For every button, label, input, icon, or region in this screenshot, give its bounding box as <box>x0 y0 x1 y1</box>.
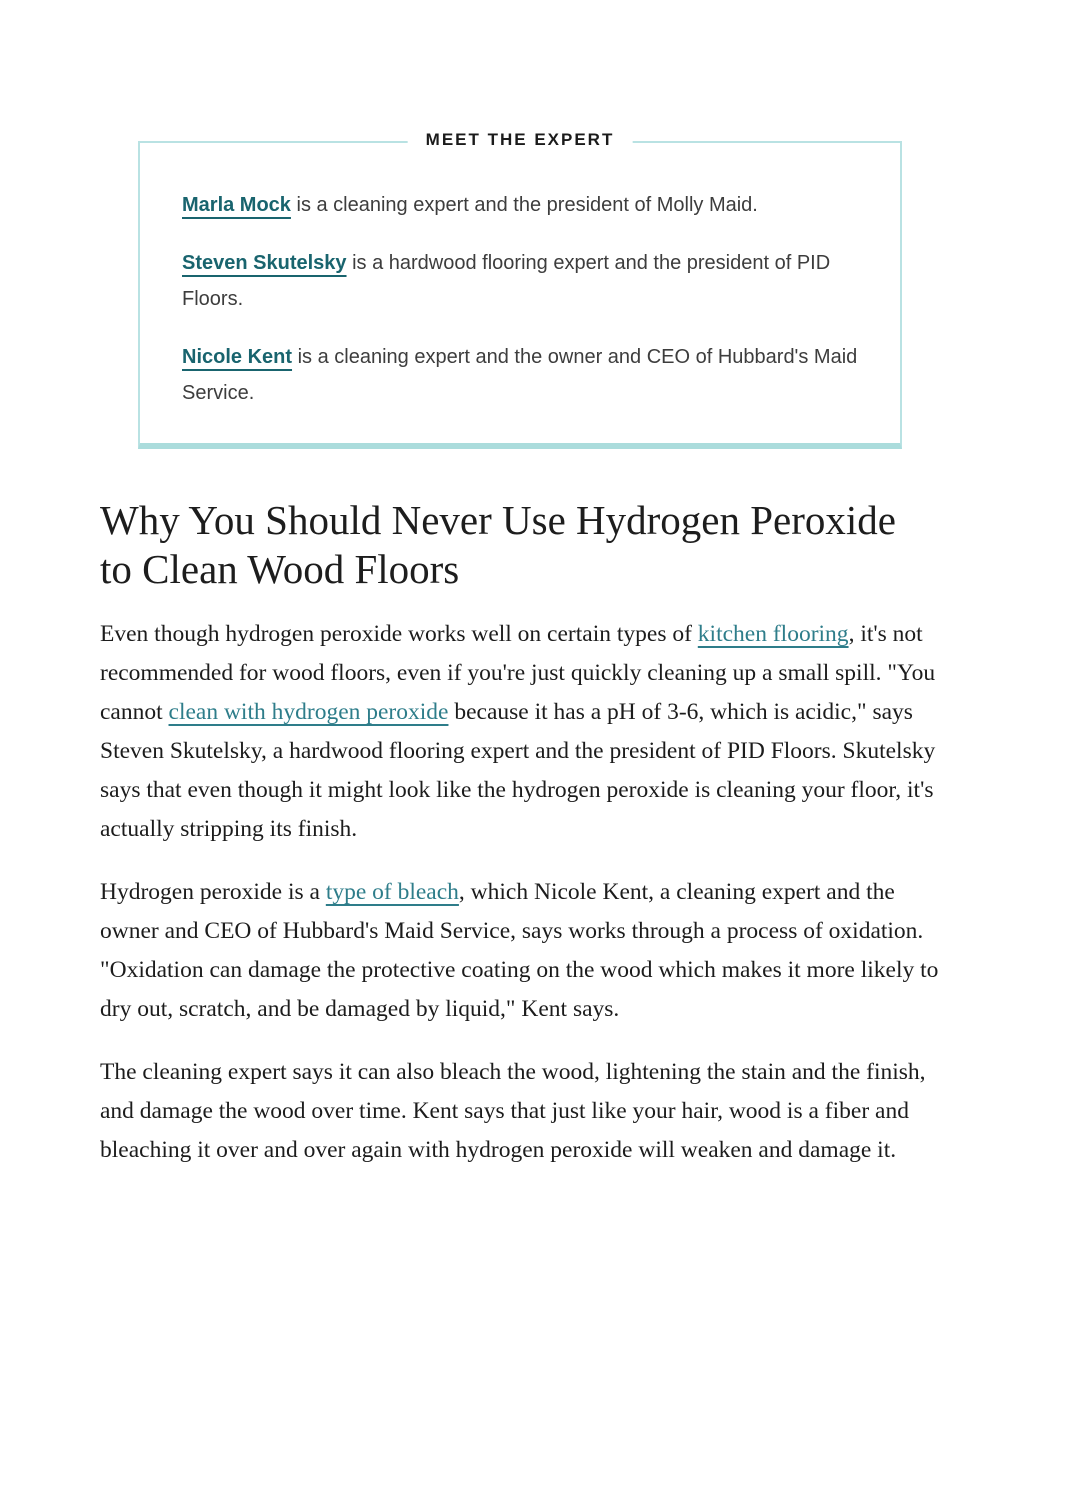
expert-name-link[interactable]: Marla Mock <box>182 194 291 216</box>
paragraph-text: Hydrogen peroxide is a <box>100 879 326 905</box>
paragraph-text: , which Nicole Kent, a cleaning expert and the owner and CEO of Hubbard's Maid Service, says works through a process of oxidation. "Oxidation can damage the protective coating on the wood which makes it more likely to dry out, scratch, and be damaged by liquid," Kent says. <box>100 879 939 1022</box>
inline-link[interactable]: type of bleach <box>325 879 459 905</box>
expert-entry <box>182 245 858 317</box>
article-paragraph <box>100 873 940 1029</box>
expert-entries <box>182 187 858 411</box>
inline-link[interactable]: clean with hydrogen peroxide <box>168 699 449 725</box>
article-heading: Why You Should Never Use Hydrogen Peroxide to Clean Wood Floors <box>100 497 896 592</box>
expert-description: is a hardwood flooring expert and the president of PID Floors. <box>182 252 831 310</box>
expert-description: is a cleaning expert and the president of Molly Maid. <box>290 194 758 216</box>
meet-the-expert-box <box>138 130 902 449</box>
article-paragraph <box>100 615 940 849</box>
expert-name-link[interactable]: Nicole Kent <box>182 346 293 368</box>
expert-name-link[interactable]: Steven Skutelsky <box>182 252 347 274</box>
expert-entry <box>182 187 858 223</box>
article-body <box>100 615 940 1170</box>
inline-link[interactable]: kitchen flooring <box>697 621 849 647</box>
expert-entry <box>182 339 858 411</box>
article-paragraph <box>100 1053 940 1170</box>
paragraph-text: , it's not recommended for wood floors, even if you're just quickly cleaning up a small spill. "You cannot <box>100 621 936 725</box>
content-column <box>100 0 940 1170</box>
paragraph-text: because it has a pH of 3-6, which is acidic," says Steven Skutelsky, a hardwood flooring expert and the president of PID Floors. Skutelsky says that even though it might look like the hydrogen peroxide is cleaning your floor, it's actually stripping its finish. <box>100 699 936 842</box>
expert-description: is a cleaning expert and the owner and CEO of Hubbard's Maid Service. <box>182 346 858 404</box>
paragraph-text: The cleaning expert says it can also bleach the wood, lightening the stain and the finish, and damage the wood over time. Kent says that just like your hair, wood is a fiber and bleaching it over and over again with hydrogen peroxide will weaken and damage it. <box>100 1059 926 1163</box>
expert-box-title: MEET THE EXPERT <box>408 130 633 150</box>
paragraph-text: Even though hydrogen peroxide works well on certain types of <box>100 621 698 647</box>
